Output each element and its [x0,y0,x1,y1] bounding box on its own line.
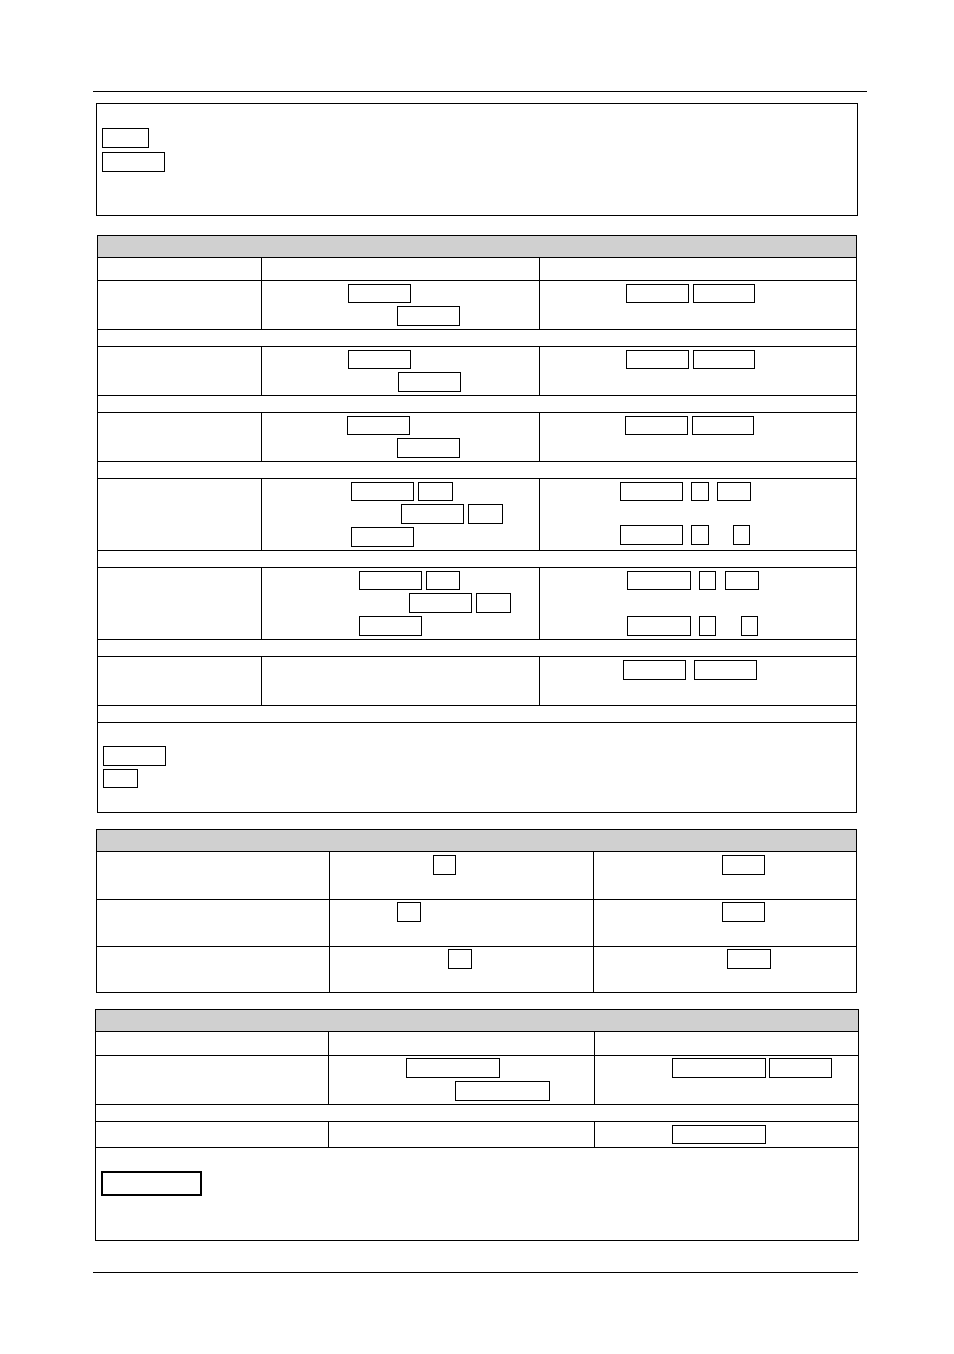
section-b-row-label [97,900,329,946]
key-cap [733,525,750,545]
key-cap [625,416,688,435]
section-a-row-label [98,281,261,329]
key-cap [426,571,460,590]
section-a-row-label [98,479,261,550]
section-a-row-label [98,347,261,395]
note-key-2 [103,769,138,788]
key-cap [348,284,411,303]
key-cap [672,1058,766,1078]
key-cap [455,1081,550,1101]
key-cap [691,525,709,545]
note-key-highlight [101,1171,202,1196]
key-cap [351,482,414,501]
key-cap [626,284,689,303]
key-cap [348,350,411,369]
section-c-col-1 [96,1033,328,1054]
key-cap [627,616,691,636]
key-cap [699,616,716,636]
key-cap [359,616,422,636]
section-a-col-2 [262,258,539,280]
key-cap [717,482,751,501]
key-cap [623,660,686,680]
key-cap [691,482,709,501]
section-b-header [97,830,856,852]
intro-box [96,103,858,216]
section-a-col-1 [98,258,261,280]
section-a-header [98,236,856,258]
key-cap [769,1058,832,1078]
key-cap [620,525,683,545]
key-cap [359,571,422,590]
footer-rule [93,1272,858,1273]
key-cap [722,855,765,875]
key-cap [727,949,771,969]
key-cap [476,593,511,613]
intro-key-2 [102,152,165,172]
key-cap [627,571,691,590]
key-cap [468,504,503,524]
intro-key-1 [102,128,149,148]
section-c-col-2 [329,1033,594,1054]
key-cap [448,949,472,969]
section-b-row-label [97,947,329,992]
key-cap [693,350,755,369]
key-cap [693,284,755,303]
key-cap [725,571,759,590]
section-a-row-label [98,568,261,639]
section-c-row-label [96,1056,328,1104]
key-cap [694,660,757,680]
header-rule [93,91,867,92]
key-cap [741,616,758,636]
section-b-row-label [97,853,329,899]
section-c-col-3 [595,1033,858,1054]
key-cap [692,416,754,435]
key-cap [347,416,410,435]
key-cap [351,527,414,547]
key-cap [406,1058,500,1078]
key-cap [672,1125,766,1144]
key-cap [626,350,689,369]
key-cap [418,482,453,501]
key-cap [397,306,460,326]
key-cap [433,855,456,875]
key-cap [397,438,460,458]
section-a-row-label [98,413,261,461]
note-key-1 [103,746,166,766]
key-cap [401,504,464,524]
section-a-col-3 [540,258,856,280]
key-cap [398,372,461,392]
key-cap [620,482,683,501]
key-cap [699,571,716,590]
section-c-row-label [96,1122,328,1147]
section-c-header [96,1010,858,1032]
key-cap [409,593,472,613]
key-cap [722,902,765,922]
key-cap [397,902,421,922]
section-a-row-label [98,657,261,705]
